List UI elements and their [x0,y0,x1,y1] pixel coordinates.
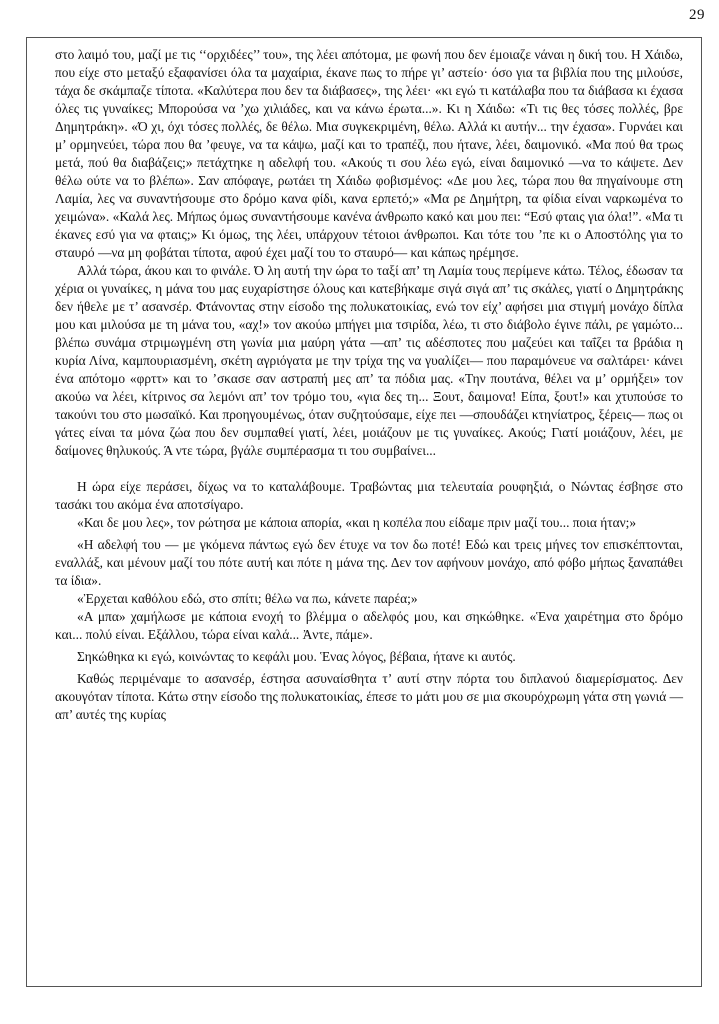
paragraph: «Η αδελφή του — με γκόμενα πάντως εγώ δεν έτυχε να τον δω ποτέ! Εδώ και τρεις μήνες τον επισκέπτονται, εναλλάξ, και μένουν μαζί του πότε αυτή και πότε η μάνα της. Δεν τον αφήνουν μονάχο, από φόβο μήπως ξαναπάθει τα ίδια». [55,537,683,588]
paragraph: Σηκώθηκα κι εγώ, κοινώντας το κεφάλι μου. Ἑνας λόγος, βέβαια, ήτανε κι αυτός. [77,649,516,664]
paragraph: «Α μπα» χαμήλωσε με κάποια ενοχή το βλέμμα ο αδελφός μου, και σηκώθηκε. «Ἑνα χαιρέτημα στο δρόμο και... πολύ είναι. Εξάλλου, τώρα είναι καλά... Ἀντε, πάμε». [55,609,683,642]
section-break [55,460,683,478]
paragraph: στο λαιμό του, μαζί με τις ‘‘ορχιδέες’’ του», της λέει απότομα, με φωνή που δεν έμοιαζε νάναι η δική του. Η Χάιδω, που είχε στο μεταξύ εξαφανίσει όλα τα μαχαίρια, έκανε πως το πήρε γι’ αστείο· όσο για τα βιβλία που της μιλούσε, τάχα δε σκάμπαζε τίποτα. «Καλύτερα που δεν τα διάβασες», της λέει· «κι εγώ τι κατάλαβα που τα διάβασα κι έχασα όλες τις γυναίκες; Μπορούσα να ’χω χιλιάδες, και να κάνω έρωτα...». Κι η Χάιδω: «Τι τις θες τόσες πολλές, βρε Δημητράκη». «Ό χι, όχι τόσες πολλές, δε θέλω. Μια συγκεκριμένη, θέλω. Αλλά κι αυτήν... την έχασα». Γυρνάει και μ’ ορμηνεύει, τώρα που θα ’φευγε, να τα κάψω, μαζί και το τραπέζι, που ήτανε, λέει, δαιμονικό. «Μα πού θα τρως μετά, πού θα διαβάζεις;» πετάχτηκε η αδελφή του. «Ακούς τι σου λέω εγώ, είναι δαιμονικό —να το κάψετε. Δεν θέλω ούτε να το βλέπω». Σαν απόφαγε, ρωτάει τη Χάιδω φοβισμένος: «Δε μου λες, τώρα που θα πηγαίνουμε στη Λαμία, λες να συναντήσουμε στο δρόμο κανα φίδι, κανα ερπετό;» «Μα ρε Δημήτρη, τα φίδια είναι ναρκωμένα το χειμώνα». «Καλά λες. Μήπως όμως συναντήσουμε κανένα άνθρωπο κακό και μου πει: “Εσύ φταις για όλα!”. «Μα τι έκανες εσύ για να φταις;» Κι όμως, της λέει, υπάρχουν τέτοιοι άνθρωποι. Και τότε του ’πε κι ο Αποστόλης για το σταυρό —να μη φοβάται τίποτα, αφού έχει μαζί του το σταυρό— και κάπως ηρέμησε. [55,47,683,260]
paragraph: Καθώς περιμέναμε το ασανσέρ, έστησα ασυναίσθητα τ’ αυτί στην πόρτα του διπλανού διαμερίσματος. Δεν ακουγόταν τίποτα. Κάτω στην είσοδο της πολυκατοικίας, έπεσε το μάτι μου σε μια σκουρόχρωμη γάτα στη γωνιά —απ’ αυτές της κυρίας [55,671,683,722]
page-number: 29 [689,7,705,23]
paragraph: Η ώρα είχε περάσει, δίχως να το καταλάβουμε. Τραβώντας μια τελευταία ρουφηξιά, ο Νώντας έσβησε στο τασάκι του ακόμα ένα αποτσίγαρο. [55,479,683,512]
paragraph: «Ἐρχεται καθόλου εδώ, στο σπίτι; θέλω να πω, κάνετε παρέα;» [77,591,418,606]
paragraph: «Και δε μου λες», τον ρώτησα με κάποια απορία, «και η κοπέλα που είδαμε πριν μαζί του... ποια ήταν;» [77,515,637,530]
paragraph: Αλλά τώρα, άκου και το φινάλε. Ό λη αυτή την ώρα το ταξί απ’ τη Λαμία τους περίμενε κάτω. Τέλος, έδωσαν τα χέρια οι γυναίκες, η μάνα του μας ευχαρίστησε όλους και κατεβήκαμε σιγά σιγά απ’ τις σκάλες, γιατί ο Δημητράκης δεν ήθελε με τ’ ασανσέρ. Φτάνοντας στην είσοδο της πολυκατοικίας, ενώ τον είχ’ αφήσει μια στιγμή μονάχο δίπλα μου και μιλούσα με τη μάνα του, «αχ!» τον ακούω μπήγει μια τσιρίδα, λέω, τι στο διάβολο έγινε πάλι, ρε γαμώτο... βλέπω συνάμα στριμωγμένη στη γωνία μια μαύρη γάτα —απ’ τις αδέσποτες που μαζεύει και ταΐζει τα βράδια η κυρία Λίνα, καμπουριασμένη, σκέτη αγριόγατα με την τρίχα της να γυαλίζει— που παραμόνευε να σαλτάρει· κάνει ένα απότομο «φρττ» και το ’σκασε σαν αστραπή μες απ’ τα πόδια μας. «Την πουτάνα, θέλει να μ’ ορμήξει» τον ακούω να λέει, κίτρινος σα λεμόνι απ’ τον τρόμο του, «για δες τη... Ξουτ, δαιμονα! Είπα, ξουτ!» και χτυπούσε το τακούνι του στο μωσαϊκό. Και προηγουμένως, όταν συζητούσαμε, είχε πει —σπουδάζει κτηνίατρος, ξέρεις— πως οι γάτες είναι τα μόνα ζώα που δεν συμπαθεί γιατί, λέει, μοιάζουν με τις γυναίκες. Ακούς; Γιατί μοιάζουν, λέει, με δαίμονες θηλυκούς. Ά ντε τώρα, βγάλε συμπέρασμα τι του συμβαίνει... [55,263,683,458]
body-text [55,46,683,724]
